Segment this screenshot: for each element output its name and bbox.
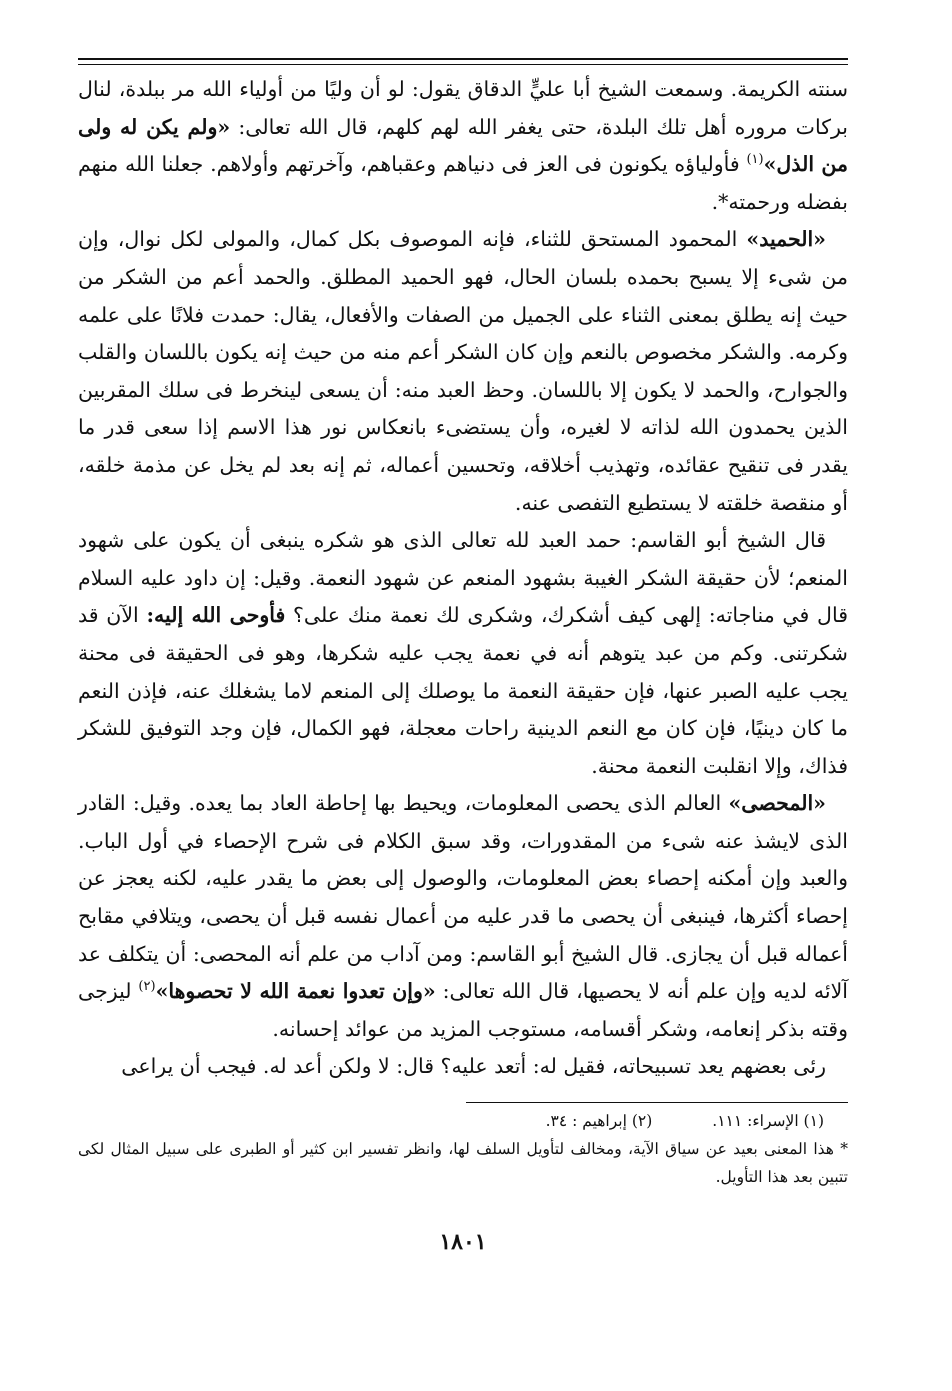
- text-run: ليزجى وقته بذكر إنعامه، وشكر أقسامه، مستوجب المزيد من عوائد إحسانه.: [78, 979, 848, 1041]
- main-text: [78, 71, 848, 1086]
- text-run: الآن قد شكرتنى. وكم من عبد يتوهم أنه في نعمة يجب عليه شكرها، وهو فى الحقيقة فى محنة يجب عليه الصبر عنها، فإن حقيقة النعمة ما يوصلك إلى المنعم لاما يشغلك عنه، فإذن النعم ما كان دينيًا، فإن كان مع النعم الدينية راحات معجلة، فهو الكمال، فإن وجد التوفيق للشكر فذاك، وإلا انقلبت النعمة محنة.: [78, 603, 848, 778]
- page-number: ١٨٠١: [439, 1229, 487, 1256]
- emphasized-text: «وإن تعدوا نعمة الله لا تحصوها»: [155, 979, 436, 1004]
- emphasized-text: «الحميد»: [746, 227, 826, 252]
- footnote-marker: (٢): [138, 979, 156, 995]
- emphasized-text: «ولم يكن له ولى من الذل»: [78, 114, 848, 177]
- text-run: سنته الكريمة. وسمعت الشيخ أبا عليٍّ الدقاق يقول: لو أن وليًا من أولياء الله مر ببلدة، لنال بركات مروره أهل تلك البلدة، حتى يغفر الله لهم كلهم، قال الله تعالى:: [78, 77, 848, 139]
- emphasized-text: «المحصى»: [728, 791, 826, 816]
- text-run: فأولياؤه يكونون فى العز فى دنياهم وعقباهم، وآخرتهم وأولاهم. جعلنا الله منهم بفضله ورحمته*.: [78, 152, 848, 214]
- paragraph: [78, 221, 848, 522]
- footnote-separator: [466, 1102, 848, 1103]
- footnotes: [78, 1107, 848, 1191]
- footnote-marker: (١): [746, 152, 764, 168]
- text-run: العالم الذى يحصى المعلومات، ويحيط بها إحاطة العاد بما يعده. وقيل: القادر الذى لايشذ عنه شىء من المقدورات، وقد سبق الكلام فى شرح الإحصاء في أول الباب. والعبد وإن أمكنه إحصاء بعض المعلومات، والوصول إلى بعض ما يقدر عليه، لكنه يعجز عن إحصاء أكثرها، فينبغى أن يحصى ما قدر عليه من أعمال نفسه قبل أن يحصى، ويتلافي مقابح أعماله قبل أن يجازى. قال الشيخ أبو القاسم: ومن آداب من علم أنه المحصى: أن يتكلف عد آلائه لديه وإن علم أنه لا يحصيها، قال الله تعالى:: [78, 791, 848, 1004]
- footnote-references: [78, 1107, 848, 1135]
- paragraph: [78, 785, 848, 1048]
- emphasized-text: فأوحى الله إليه:: [146, 603, 286, 628]
- paragraph: [78, 71, 848, 221]
- footnote-2: (٢) إبراهيم : ٣٤.: [545, 1112, 653, 1131]
- text-run: المحمود المستحق للثناء، فإنه الموصوف بكل كمال، والمولى لكل نوال، وإن من شىء إلا يسبح بحمده بلسان الحال، فهو الحميد المطلق. والحمد أعم من الشكر من حيث إنه يطلق بمعنى الثناء على الجميل من الصفات والأفعال، يقال: حمدت فلانًا على علمه وكرمه. والشكر مخصوص بالنعم وإن كان الشكر أعم منه من حيث إنه يكون باللسان والقلب والجوارح، والحمد لا يكون إلا باللسان. وحظ العبد منه: أن يسعى لينخرط فى سلك المقربين الذين يحمدون الله لذاته لا لغيره، وأن يستضىء بانعكاس نور هذا الاسم إذا سعى قدر ما يقدر فى تنقيح عقائده، وتهذيب أخلاقه، وتحسين أعماله، ثم إنه بعد لم يخل عن مذمة خلقه، أو منقصة خلقته لا يستطيع التفصى عنه.: [78, 227, 848, 515]
- header-rule-bottom: [78, 64, 848, 65]
- book-page: [78, 40, 848, 1370]
- text-run: قال الشيخ أبو القاسم: حمد العبد لله تعالى الذى هو شكره ينبغى أن يكون على شهود المنعم؛ لأن حقيقة الشكر الغيبة بشهود المنعم عن شهود النعمة. وقيل: إن داود عليه السلام قال في مناجاته: إلهى كيف أشكرك، وشكرى لك نعمة منك على؟: [78, 528, 848, 628]
- paragraph: [78, 1048, 848, 1086]
- footnote-commentary: * هذا المعنى بعيد عن سياق الآية، ومخالف لتأويل السلف لها، وانظر تفسير ابن كثير أو الطبرى على سبيل المثال لكى تتبين بعد هذا التأويل.: [78, 1140, 848, 1187]
- footnote-1: (١) الإسراء: ١١١.: [712, 1112, 824, 1131]
- header-rule-top: [78, 58, 848, 60]
- text-run: رئى بعضهم يعد تسبيحاته، فقيل له: أتعد عليه؟ قال: لا ولكن أعد له. فيجب أن يراعى: [121, 1054, 826, 1079]
- paragraph: [78, 522, 848, 785]
